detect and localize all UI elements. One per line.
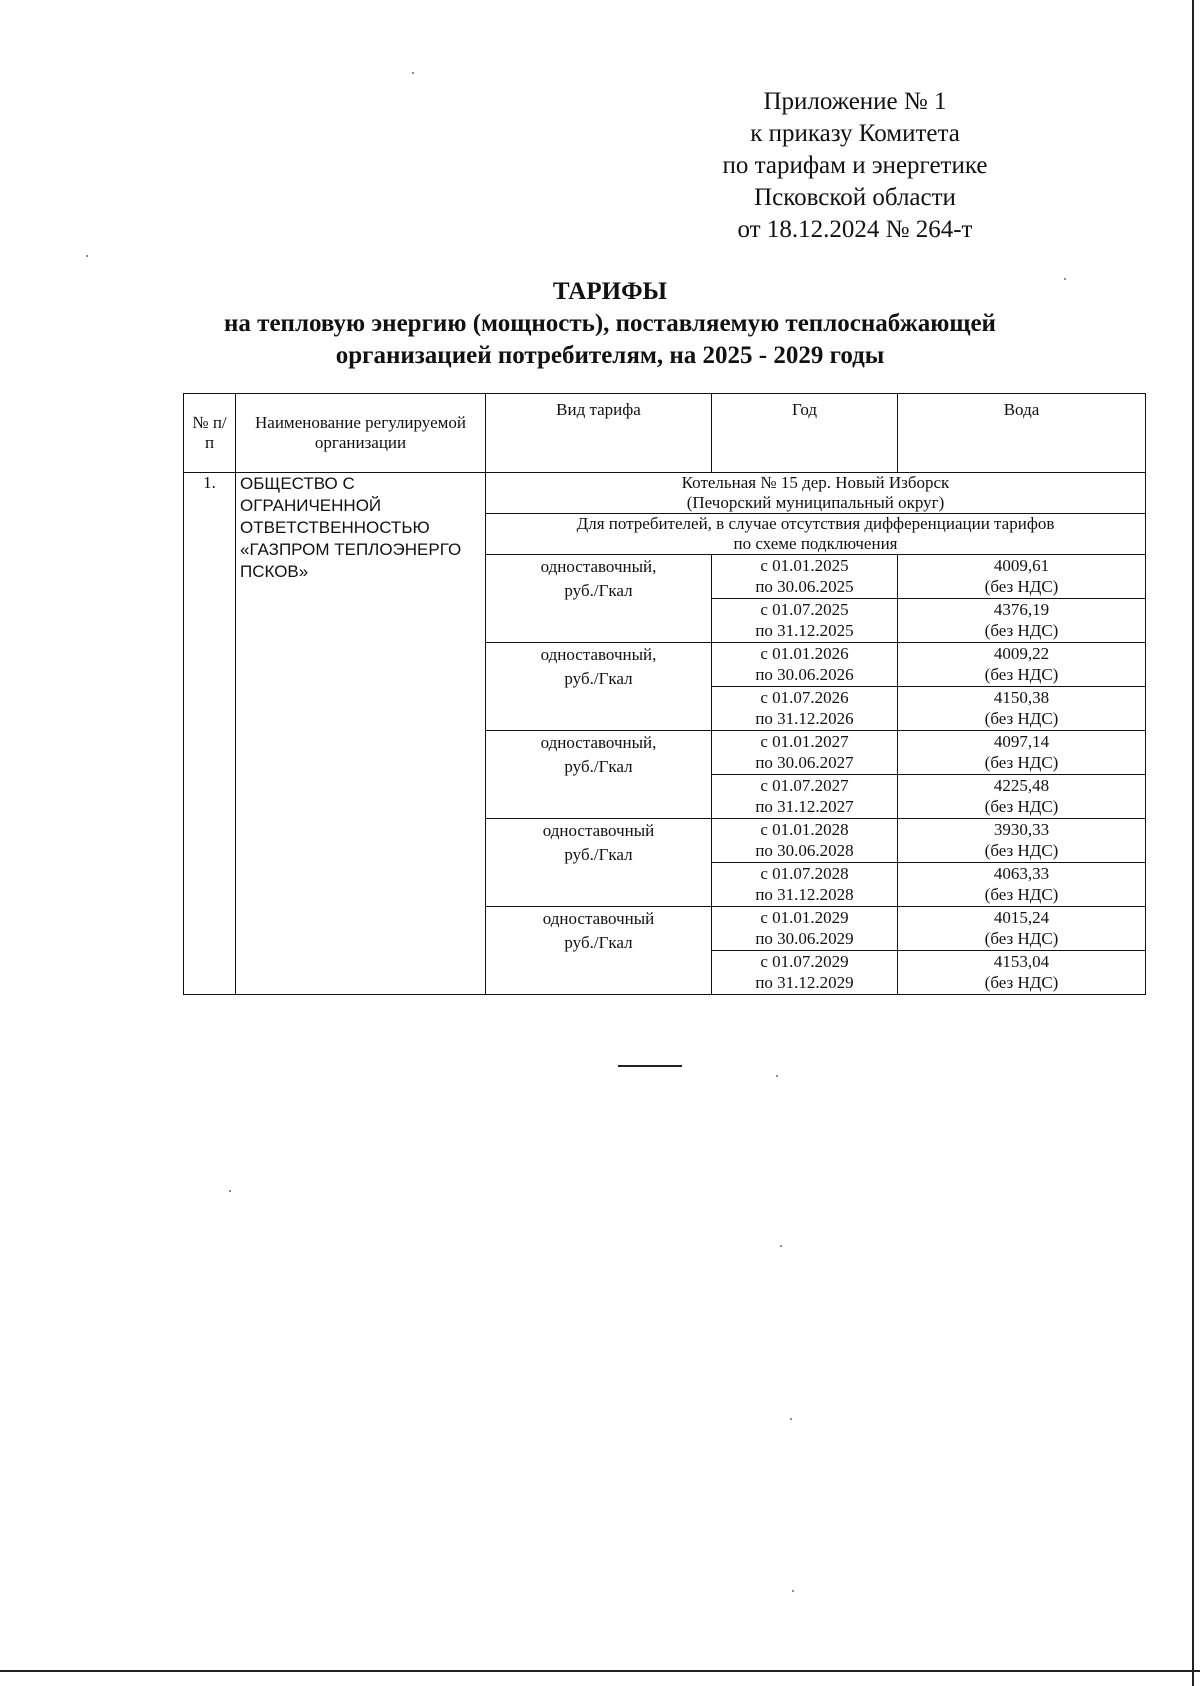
- consumers-line-1: Для потребителей, в случае отсутствия дифференциации тарифов: [576, 514, 1055, 533]
- value-cell: [898, 951, 1146, 995]
- vat-note: (без НДС): [984, 797, 1059, 816]
- table-row: [184, 473, 1146, 514]
- scan-speck: [229, 1190, 231, 1192]
- vat-note: (без НДС): [984, 753, 1059, 772]
- period-cell: [712, 775, 898, 819]
- tariff-kind-line: одноставочный,: [540, 645, 657, 664]
- tariff-kind: [486, 643, 712, 731]
- period-to: по 30.06.2029: [755, 929, 854, 948]
- closing-dash: [618, 1065, 682, 1067]
- header-water: Вода: [898, 394, 1146, 473]
- tariff-value: 4153,04: [993, 952, 1050, 971]
- period-from: с 01.01.2027: [760, 732, 849, 751]
- period-to: по 30.06.2026: [755, 665, 854, 684]
- title-line-3: организацией потребителям, на 2025 - 2029 годы: [335, 342, 885, 369]
- vat-note: (без НДС): [984, 665, 1059, 684]
- tariff-unit-line: руб./Гкал: [564, 757, 633, 776]
- period-cell: [712, 951, 898, 995]
- value-cell: [898, 643, 1146, 687]
- appendix-line: от 18.12.2024 № 264-т: [737, 216, 973, 243]
- tariff-unit-line: руб./Гкал: [564, 845, 633, 864]
- period-cell: [712, 863, 898, 907]
- scan-speck: [86, 255, 88, 257]
- consumer-group: [486, 514, 1146, 555]
- tariff-kind: [486, 819, 712, 907]
- period-to: по 30.06.2025: [755, 577, 854, 596]
- header-year: Год: [712, 394, 898, 473]
- period-from: с 01.01.2028: [760, 820, 849, 839]
- vat-note: (без НДС): [984, 621, 1059, 640]
- period-to: по 30.06.2027: [755, 753, 854, 772]
- header-num: № п/п: [184, 394, 236, 473]
- tariff-value: 4015,24: [993, 908, 1050, 927]
- period-cell: [712, 599, 898, 643]
- tariff-kind-line: одноставочный: [542, 909, 655, 928]
- tariff-value: 4009,22: [993, 644, 1050, 663]
- tariff-value: 4097,14: [993, 732, 1050, 751]
- page-edge-bottom: [0, 1670, 1200, 1672]
- period-from: с 01.07.2029: [760, 952, 849, 971]
- period-cell: [712, 819, 898, 863]
- value-cell: [898, 687, 1146, 731]
- value-cell: [898, 731, 1146, 775]
- page-edge-right: [1192, 0, 1194, 1686]
- tariff-value: 4376,19: [993, 600, 1050, 619]
- tariff-value: 3930,33: [993, 820, 1050, 839]
- header-kind: Вид тарифа: [486, 394, 712, 473]
- tariff-kind: [486, 731, 712, 819]
- vat-note: (без НДС): [984, 709, 1059, 728]
- tariff-value: 4150,38: [993, 688, 1050, 707]
- value-cell: [898, 599, 1146, 643]
- period-cell: [712, 907, 898, 951]
- document-title: [140, 276, 1080, 372]
- scan-speck: [776, 1075, 778, 1077]
- table-header-row: [184, 394, 1146, 473]
- period-cell: [712, 555, 898, 599]
- period-to: по 31.12.2027: [755, 797, 854, 816]
- scan-speck: [790, 1418, 792, 1420]
- appendix-line: Приложение № 1: [763, 88, 947, 115]
- tariff-value: 4063,33: [993, 864, 1050, 883]
- vat-note: (без НДС): [984, 929, 1059, 948]
- scan-speck: [412, 72, 414, 74]
- boiler-line-2: (Печорский муниципальный округ): [686, 493, 945, 512]
- period-from: с 01.01.2025: [760, 556, 849, 575]
- vat-note: (без НДС): [984, 841, 1059, 860]
- period-to: по 31.12.2029: [755, 973, 854, 992]
- boiler-line-1: Котельная № 15 дер. Новый Изборск: [681, 473, 950, 492]
- title-line-1: ТАРИФЫ: [552, 278, 668, 305]
- tariff-table: [183, 393, 1146, 995]
- tariff-kind-line: одноставочный: [542, 821, 655, 840]
- tariff-kind: [486, 907, 712, 995]
- scan-speck: [1064, 278, 1066, 280]
- tariff-kind-line: одноставочный,: [540, 557, 657, 576]
- value-cell: [898, 555, 1146, 599]
- tariff-unit-line: руб./Гкал: [564, 669, 633, 688]
- period-from: с 01.01.2026: [760, 644, 849, 663]
- boiler-house: [486, 473, 1146, 514]
- value-cell: [898, 775, 1146, 819]
- value-cell: [898, 863, 1146, 907]
- appendix-header: [690, 86, 1020, 246]
- tariff-value: 4009,61: [993, 556, 1050, 575]
- tariff-kind-line: одноставочный,: [540, 733, 657, 752]
- vat-note: (без НДС): [984, 973, 1059, 992]
- vat-note: (без НДС): [984, 577, 1059, 596]
- period-from: с 01.07.2028: [760, 864, 849, 883]
- scan-speck: [792, 1590, 794, 1592]
- period-cell: [712, 687, 898, 731]
- appendix-line: Псковской области: [754, 184, 956, 211]
- title-line-2: на тепловую энергию (мощность), поставляемую теплоснабжающей: [224, 310, 996, 337]
- tariff-unit-line: руб./Гкал: [564, 581, 633, 600]
- tariff-value: 4225,48: [993, 776, 1050, 795]
- appendix-line: по тарифам и энергетике: [722, 152, 988, 179]
- row-number: 1.: [184, 473, 236, 995]
- value-cell: [898, 907, 1146, 951]
- period-to: по 31.12.2025: [755, 621, 854, 640]
- period-to: по 30.06.2028: [755, 841, 854, 860]
- organization-name: ОБЩЕСТВО С ОГРАНИЧЕННОЙ ОТВЕТСТВЕННОСТЬЮ «ГАЗПРОМ ТЕПЛОЭНЕРГО ПСКОВ»: [236, 473, 486, 995]
- value-cell: [898, 819, 1146, 863]
- appendix-line: к приказу Комитета: [750, 120, 960, 147]
- period-from: с 01.07.2027: [760, 776, 849, 795]
- period-to: по 31.12.2026: [755, 709, 854, 728]
- period-cell: [712, 643, 898, 687]
- tariff-unit-line: руб./Гкал: [564, 933, 633, 952]
- period-cell: [712, 731, 898, 775]
- header-org: Наименование регулируемой организации: [236, 394, 486, 473]
- period-from: с 01.01.2029: [760, 908, 849, 927]
- period-to: по 31.12.2028: [755, 885, 854, 904]
- consumers-line-2: по схеме подключения: [733, 534, 898, 553]
- vat-note: (без НДС): [984, 885, 1059, 904]
- tariff-kind: [486, 555, 712, 643]
- period-from: с 01.07.2025: [760, 600, 849, 619]
- period-from: с 01.07.2026: [760, 688, 849, 707]
- scan-speck: [780, 1245, 782, 1247]
